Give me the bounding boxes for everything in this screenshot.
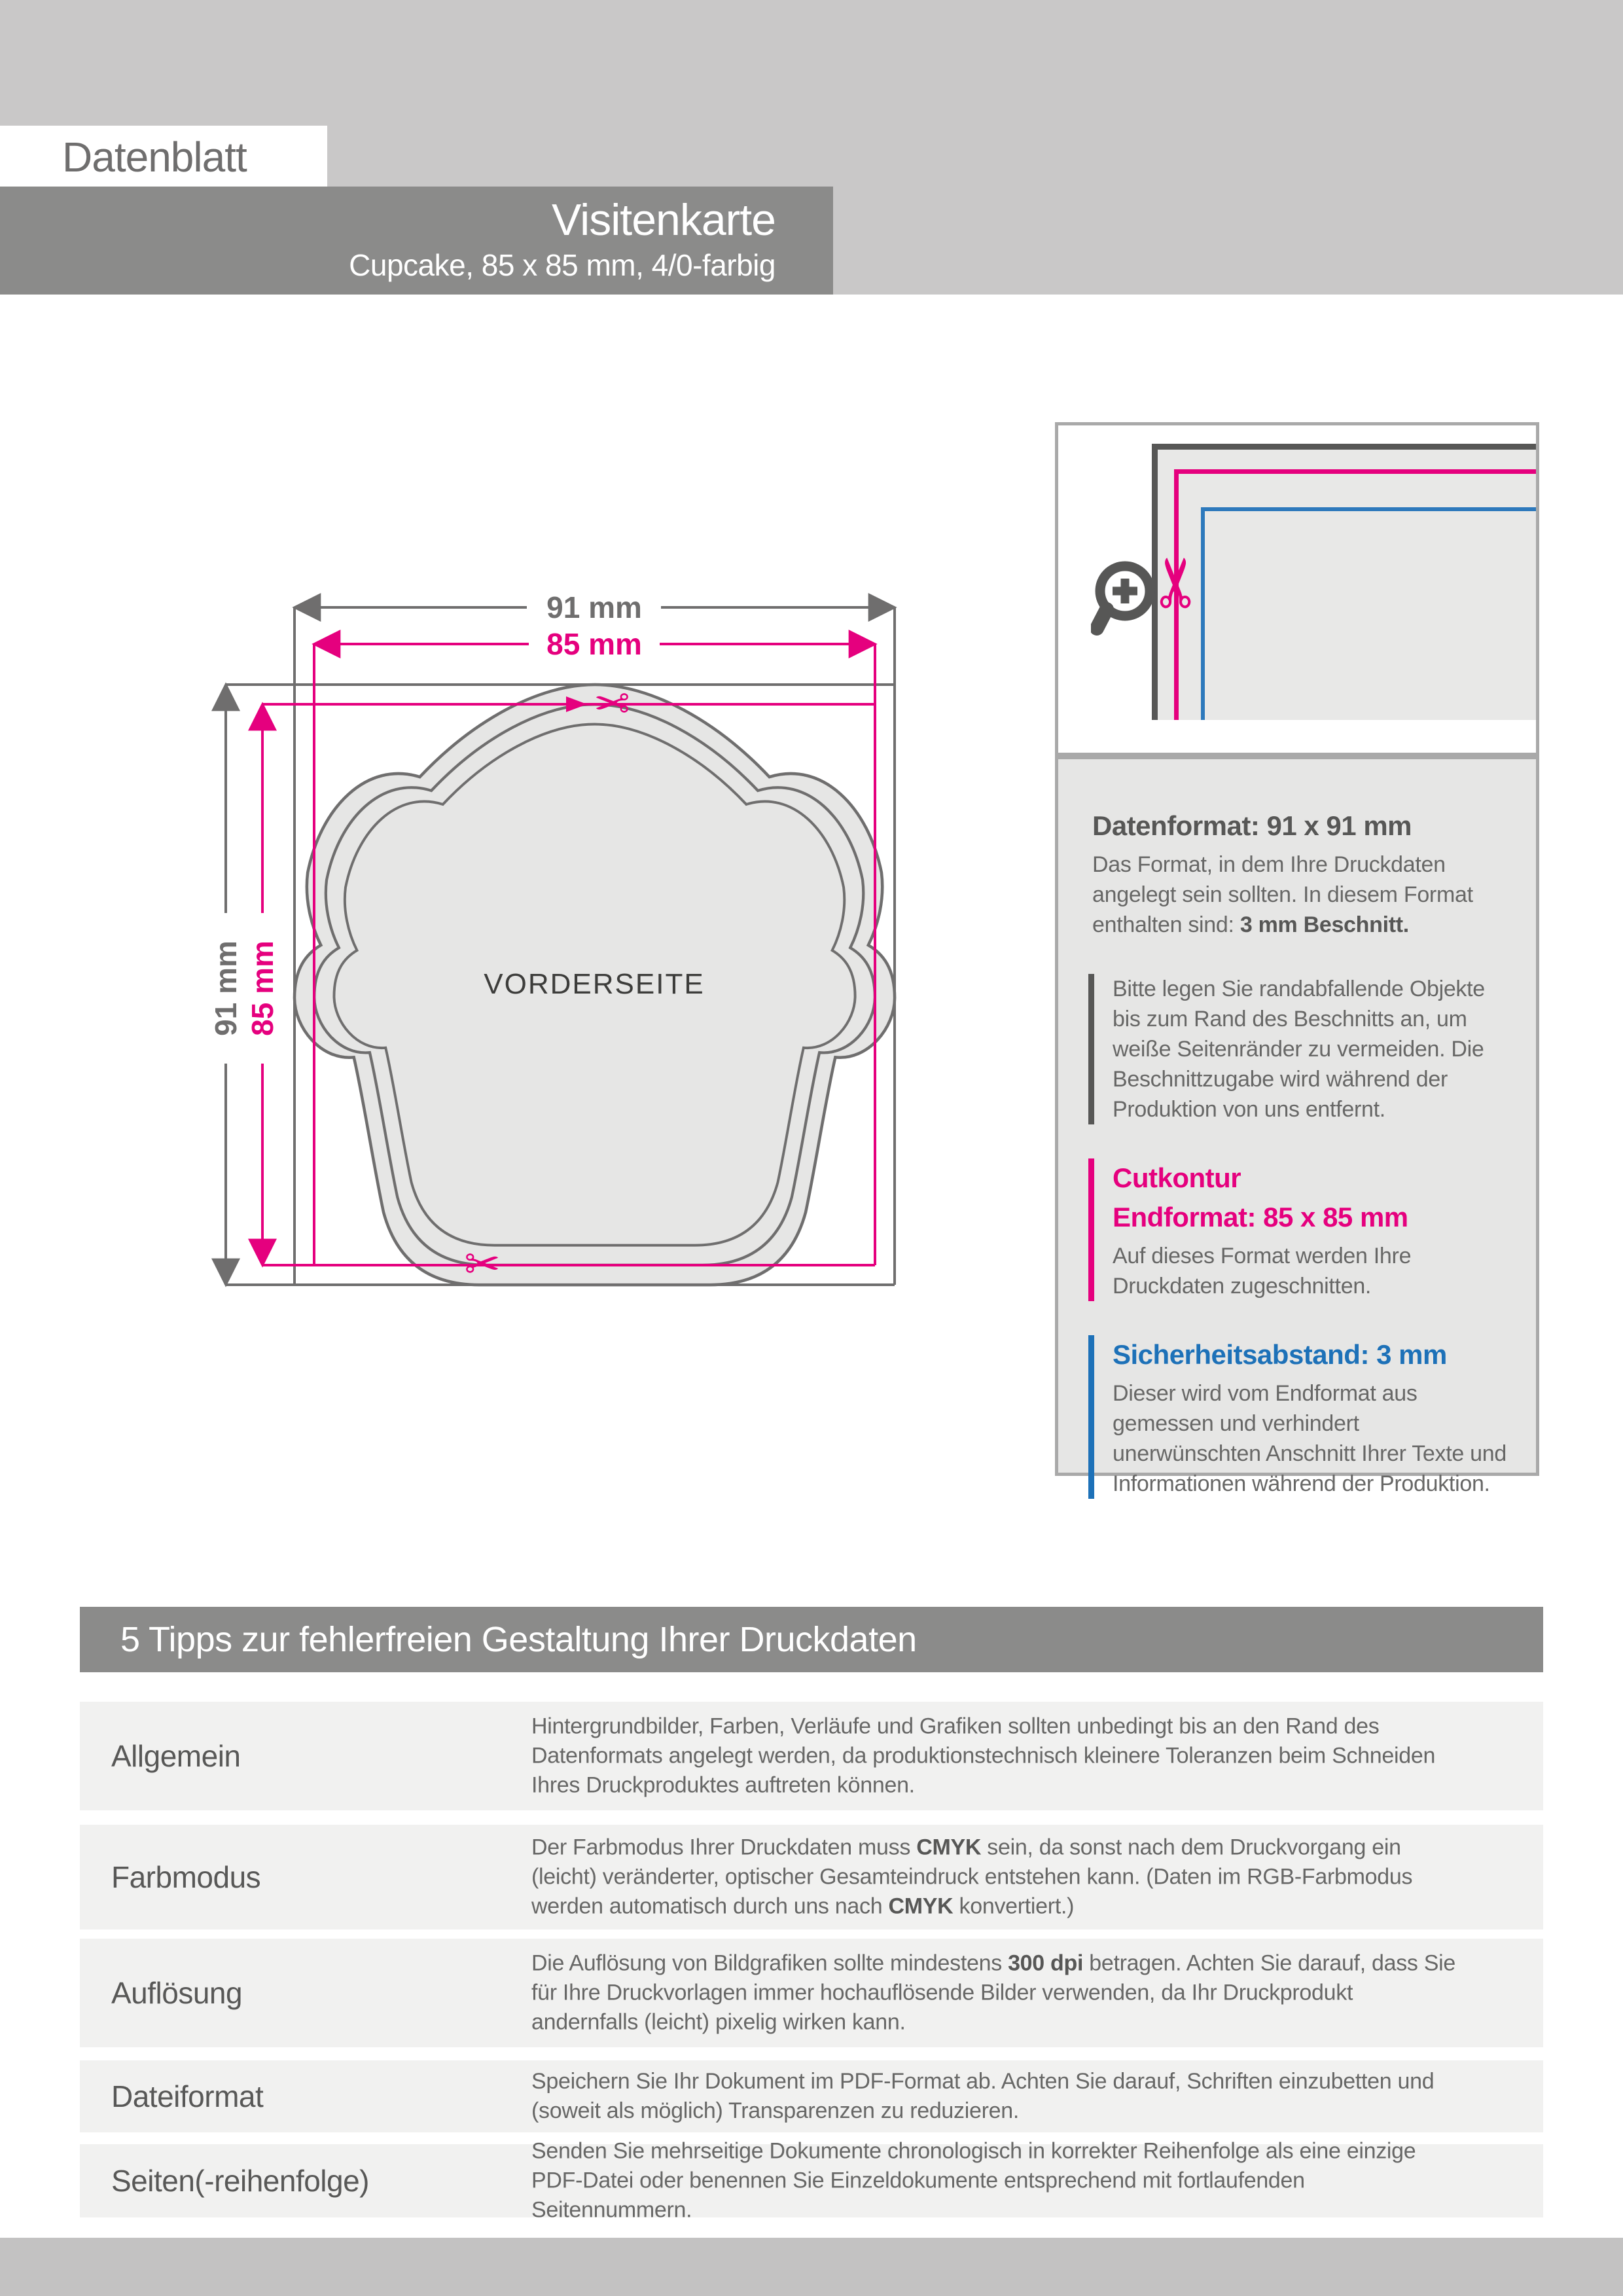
tip-row-label: Allgemein <box>111 1739 241 1773</box>
product-title: Visitenkarte <box>551 195 776 245</box>
detail-safety-line-h <box>1201 507 1536 511</box>
legend-section-heading: Endformat: 85 x 85 mm <box>1113 1202 1408 1232</box>
dim-height-outer <box>209 685 243 1285</box>
footer-band <box>0 2238 1623 2296</box>
legend-section-heading: Datenformat: 91 x 91 mm <box>1092 810 1412 841</box>
tips-header-bar <box>80 1607 1543 1672</box>
scissors-icon: ✂ <box>1139 554 1215 611</box>
detail-cut-line-h <box>1174 469 1536 474</box>
tip-row-label: Dateiformat <box>111 2079 264 2113</box>
tip-row-label: Farbmodus <box>111 1860 261 1894</box>
tip-row-label: Seiten(-reihenfolge) <box>111 2164 370 2198</box>
tip-row-farbmodus <box>80 1825 1543 1929</box>
legend-section-1 <box>1088 974 1512 1124</box>
front-side-label: VORDERSEITE <box>484 968 705 1000</box>
legend-section-0 <box>1088 806 1512 940</box>
tip-row-text: Der Farbmodus Ihrer Druckdaten muss CMYK sein, da sonst nach dem Druckvorgang ein (leicht) veränderter, optischer Gesamteindruck entstehen kann. (Daten im RGB-Farbmodus werden automatisch durch uns nach CMYK konvertiert.) <box>531 1835 1413 1919</box>
legend-section-heading: Cutkontur <box>1113 1162 1241 1193</box>
dim-width-inner <box>314 627 875 661</box>
tip-row-label: Auflösung <box>111 1976 243 2010</box>
dim-height-inner-label: 85 mm <box>245 941 279 1036</box>
sheet-type-label-box <box>0 126 327 187</box>
zoom-plus-icon <box>1091 560 1176 651</box>
tip-row-text: Die Auflösung von Bildgrafiken sollte mindestens 300 dpi betragen. Achten Sie darauf, dass Sie für Ihre Druckvorlagen immer hochauflösende Bilder verwenden, da Ihr Druckprodukt andernfalls (leicht) pixelig wirken kann. <box>531 1950 1455 2035</box>
tip-row-text: Speichern Sie Ihr Dokument im PDF-Format ab. Achten Sie darauf, Schriften einzubetten und (soweit als möglich) Transparenzen zu reduzieren. <box>531 2069 1435 2123</box>
scissors-icon: ✂ <box>464 1240 501 1288</box>
sheet-type-label: Datenblatt <box>62 134 247 181</box>
legend-section-body: Dieser wird vom Endformat aus gemessen und verhindert unerwünschten Anschnitt Ihrer Texte und Informationen während der Produktion. <box>1113 1381 1507 1496</box>
tip-row-text: Hintergrundbilder, Farben, Verläufe und Grafiken sollten unbedingt bis an den Rand des Datenformats angelegt werden, da produktionstechnisch kleinere Toleranzen beim Schneiden Ihres Druckproduktes auftreten können. <box>531 1713 1436 1798</box>
format-legend-panel <box>1055 756 1539 1496</box>
legend-section-body: Das Format, in dem Ihre Druckdaten angelegt sein sollten. In diesem Format enthalten sind: 3 mm Beschnitt. <box>1092 852 1473 937</box>
legend-section-2 <box>1088 1158 1512 1301</box>
dim-height-inner <box>245 704 279 1265</box>
tip-row-seiten-reihenfolge- <box>80 2138 1543 2223</box>
scissors-icon: ✂ <box>594 679 630 728</box>
tip-row-allgemein <box>80 1702 1543 1810</box>
bleed-detail-box <box>1055 422 1539 756</box>
tip-row-aufl-sung <box>80 1939 1543 2047</box>
legend-section-body: Auf dieses Format werden Ihre Druckdaten zugeschnitten. <box>1113 1244 1412 1299</box>
dim-width-outer <box>294 590 895 624</box>
dim-height-outer-label: 91 mm <box>209 941 243 1036</box>
legend-section-3 <box>1088 1335 1512 1499</box>
legend-section-body: Bitte legen Sie randabfallende Objekte bis zum Rand des Beschnitts an, um weiße Seitenränder zu vermeiden. Die Beschnittzugabe wird während der Produktion von uns entfernt. <box>1113 977 1485 1122</box>
legend-section-heading: Sicherheitsabstand: 3 mm <box>1113 1339 1447 1370</box>
detail-dataformat-edge-h <box>1152 444 1536 450</box>
cupcake-dimension-diagram <box>183 556 949 1322</box>
tips-header-title: 5 Tipps zur fehlerfreien Gestaltung Ihrer Druckdaten <box>120 1620 917 1659</box>
product-subtitle: Cupcake, 85 x 85 mm, 4/0-farbig <box>349 248 776 282</box>
tip-row-text: Senden Sie mehrseitige Dokumente chronologisch in korrekter Reihenfolge als eine einzige PDF-Datei oder benennen Sie Einzeldokumente entsprechend mit fortlaufenden Seitennummern. <box>531 2138 1416 2223</box>
product-banner <box>0 187 833 295</box>
dim-width-inner-label: 85 mm <box>546 627 642 661</box>
tip-row-dateiformat <box>80 2060 1543 2132</box>
dim-width-outer-label: 91 mm <box>546 590 642 624</box>
